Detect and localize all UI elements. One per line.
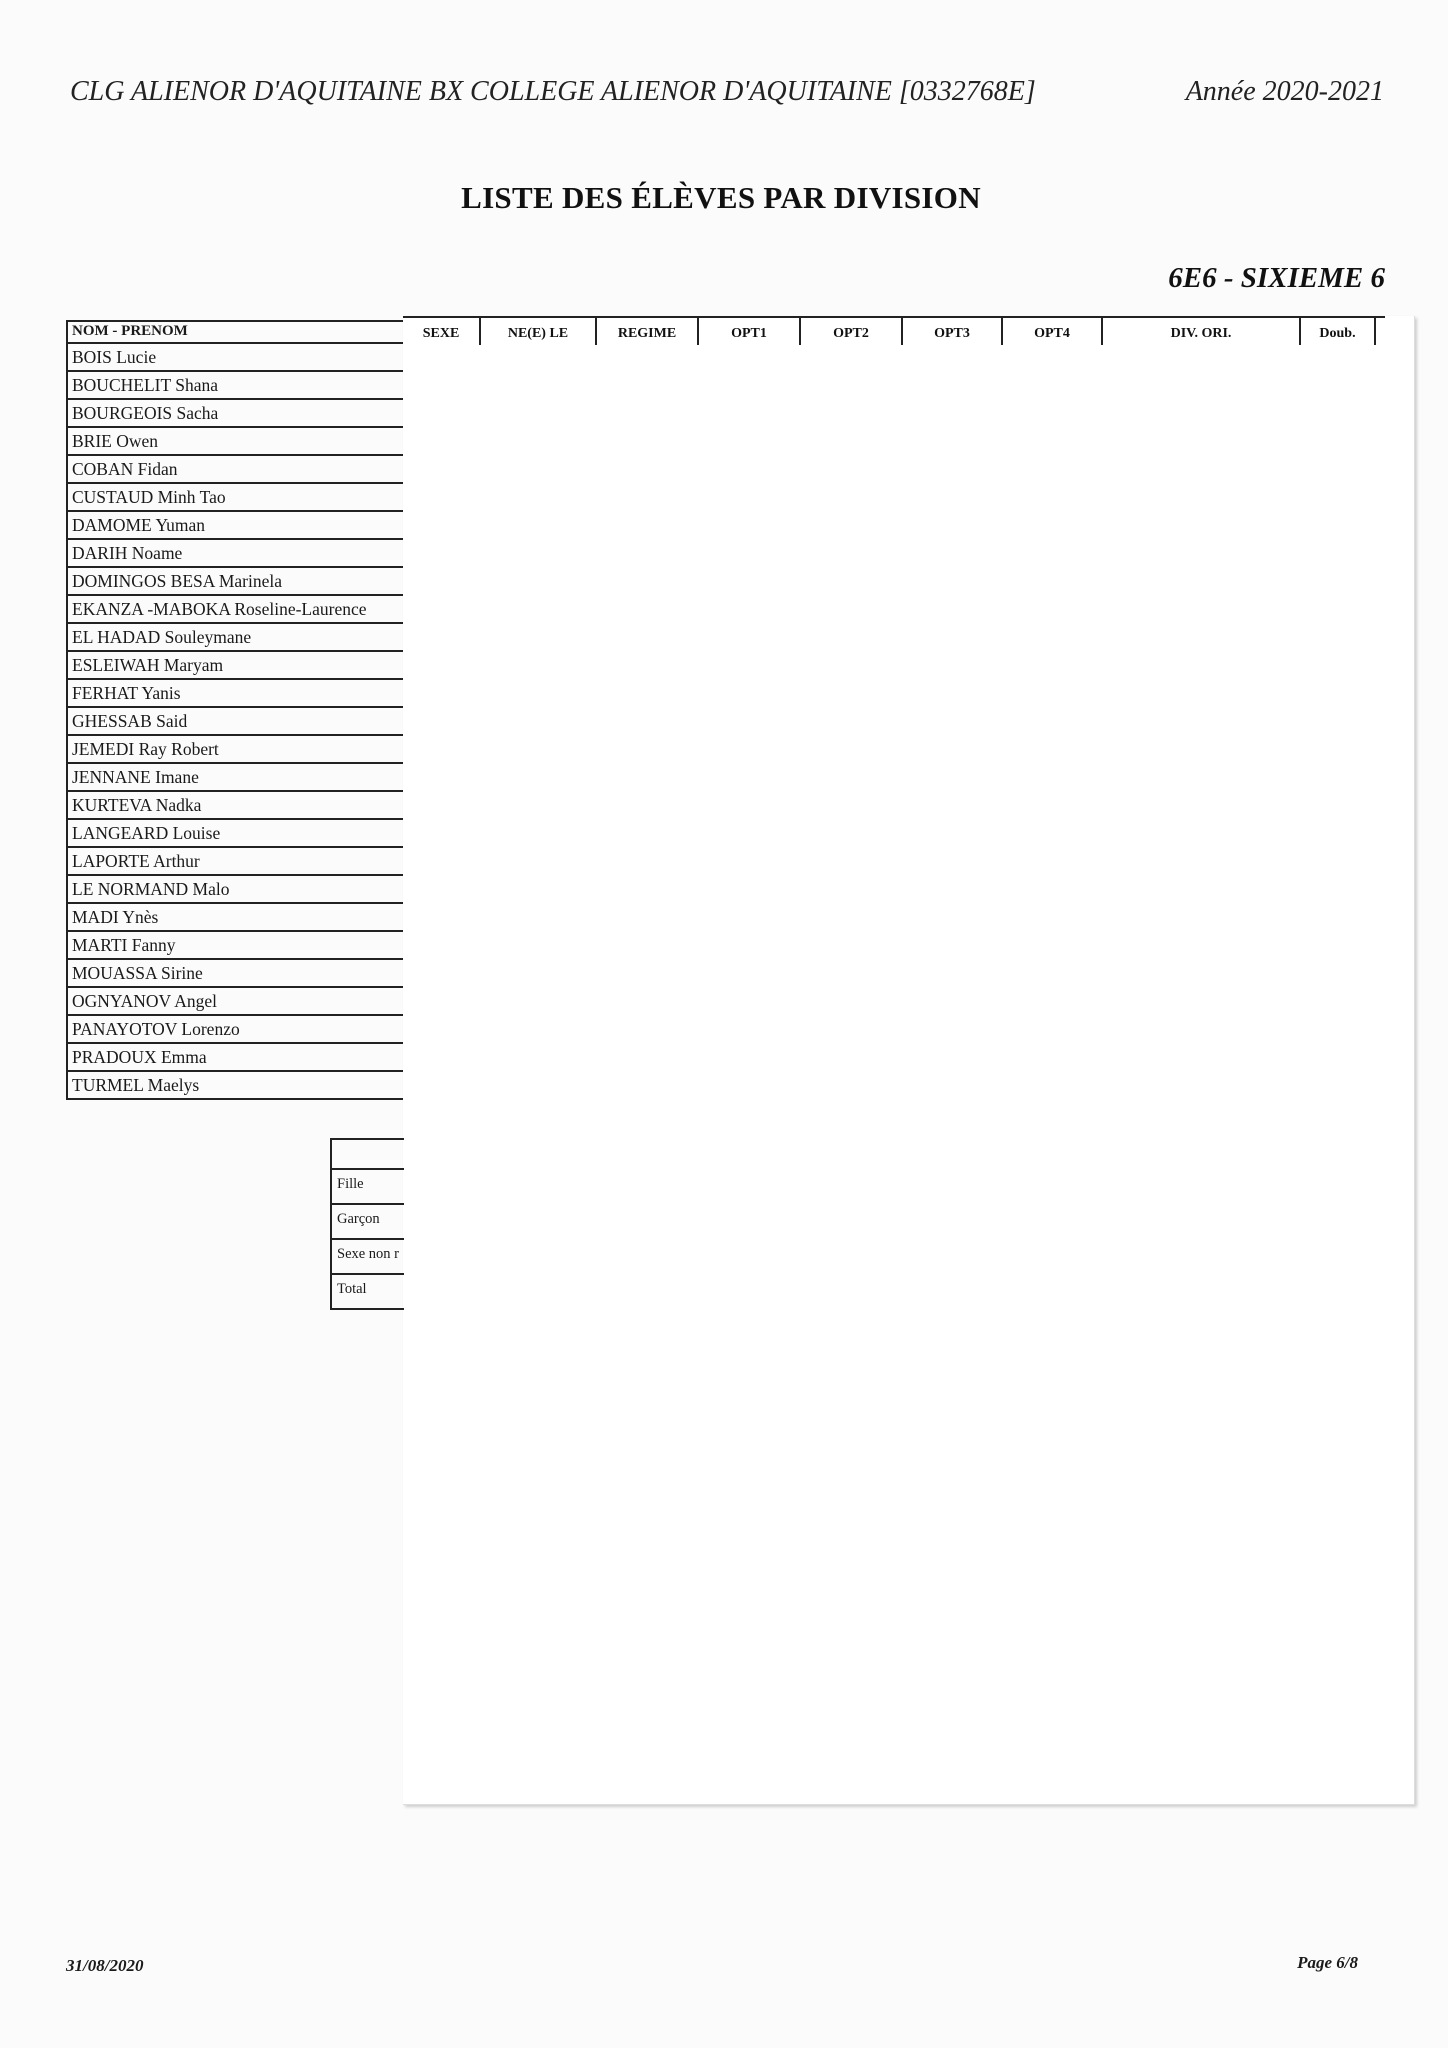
table-row: DOMINGOS BESA Marinela	[68, 568, 408, 596]
table-row: EL HADAD Souleymane	[68, 624, 408, 652]
table-row: FERHAT Yanis	[68, 680, 408, 708]
table-row: BOIS Lucie	[68, 344, 408, 372]
table-row: BRIE Owen	[68, 428, 408, 456]
table-row: DAMOME Yuman	[68, 512, 408, 540]
summary-row: Sexe non r	[332, 1240, 404, 1275]
column-headers	[403, 316, 1385, 345]
name-column-header: NOM - PRENOM	[68, 320, 408, 344]
footer-date: 31/08/2020	[66, 1956, 144, 1975]
table-row: JEMEDI Ray Robert	[68, 736, 408, 764]
table-row: JENNANE Imane	[68, 764, 408, 792]
student-name-column	[66, 320, 410, 1100]
summary-top-cell	[332, 1138, 404, 1170]
table-row: ESLEIWAH Maryam	[68, 652, 408, 680]
page-title-text: LISTE DES ÉLÈVES PAR DIVISION	[461, 180, 981, 215]
page-title	[0, 180, 1448, 216]
summary-row: Garçon	[332, 1205, 404, 1240]
school-header: CLG ALIENOR D'AQUITAINE BX COLLEGE ALIENOR D'AQUITAINE [0332768E]	[70, 76, 1036, 107]
table-row: GHESSAB Said	[68, 708, 408, 736]
table-row: MARTI Fanny	[68, 932, 408, 960]
column-header: NE(E) LE	[481, 318, 597, 345]
column-header: REGIME	[597, 318, 699, 345]
table-row: MOUASSA Sirine	[68, 960, 408, 988]
table-row: CUSTAUD Minh Tao	[68, 484, 408, 512]
table-row: BOURGEOIS Sacha	[68, 400, 408, 428]
table-row: LAPORTE Arthur	[68, 848, 408, 876]
table-row: PRADOUX Emma	[68, 1044, 408, 1072]
summary-box	[330, 1138, 404, 1310]
column-header: SEXE	[403, 318, 481, 345]
summary-row: Fille	[332, 1170, 404, 1205]
column-header: OPT3	[903, 318, 1003, 345]
column-header: OPT1	[699, 318, 801, 345]
column-header: DIV. ORI.	[1103, 318, 1301, 345]
blank-data-panel	[403, 316, 1415, 1805]
table-row: KURTEVA Nadka	[68, 792, 408, 820]
division-label: 6E6 - SIXIEME 6	[1168, 262, 1385, 294]
table-row: LANGEARD Louise	[68, 820, 408, 848]
table-row: COBAN Fidan	[68, 456, 408, 484]
table-row: TURMEL Maelys	[68, 1072, 408, 1100]
table-row: PANAYOTOV Lorenzo	[68, 1016, 408, 1044]
summary-row: Total	[332, 1275, 404, 1310]
table-row: DARIH Noame	[68, 540, 408, 568]
column-header: OPT2	[801, 318, 903, 345]
school-year: Année 2020-2021	[1185, 76, 1384, 107]
table-row: MADI Ynès	[68, 904, 408, 932]
table-row: BOUCHELIT Shana	[68, 372, 408, 400]
table-row: LE NORMAND Malo	[68, 876, 408, 904]
footer-page-number: Page 6/8	[1297, 1953, 1358, 1972]
table-row: EKANZA -MABOKA Roseline-Laurence	[68, 596, 408, 624]
column-header: Doub.	[1301, 318, 1376, 345]
column-header: OPT4	[1003, 318, 1103, 345]
table-row: OGNYANOV Angel	[68, 988, 408, 1016]
